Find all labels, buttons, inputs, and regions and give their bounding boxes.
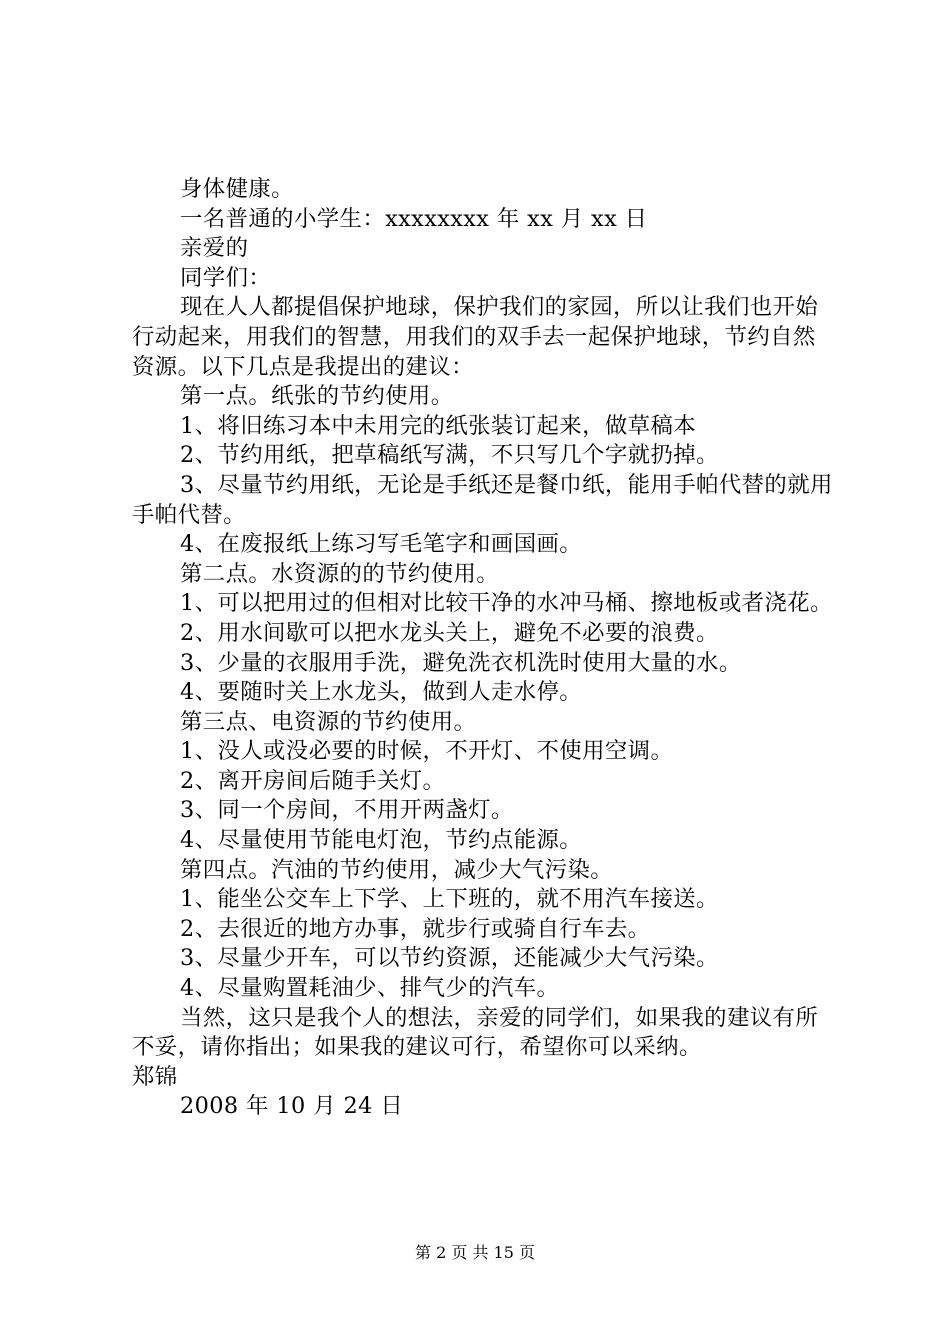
list-item: 3、尽量节约用纸，无论是手纸还是餐巾纸，能用手帕代替的就用手帕代替。 <box>132 471 833 528</box>
section-heading: 第四点。汽油的节约使用，减少大气污染。 <box>180 856 614 883</box>
list-item: 1、可以把用过的但相对比较干净的水冲马桶、擦地板或者浇花。 <box>180 590 833 617</box>
page-number-label: 第 2 页 共 15 页 <box>415 1243 535 1262</box>
section-heading: 第三点、电资源的节约使用。 <box>180 708 477 735</box>
list-item: 1、没人或没必要的时候，不开灯、不使用空调。 <box>180 738 674 765</box>
list-item: 4、要随时关上水龙头，做到人走水停。 <box>180 679 583 706</box>
list-item: 4、尽量购置耗油少、排气少的汽车。 <box>180 975 560 1002</box>
list-item: 2、离开房间后随手关灯。 <box>180 767 446 794</box>
list-item: 4、在废报纸上练习写毛笔字和画国画。 <box>180 531 583 558</box>
section-heading: 第二点。水资源的的节约使用。 <box>180 560 500 587</box>
paragraph: 亲爱的 <box>180 235 249 262</box>
paragraph: 同学们： <box>180 264 272 291</box>
section-heading: 第一点。纸张的节约使用。 <box>180 383 454 410</box>
list-item: 3、同一个房间，不用开两盏灯。 <box>180 797 514 824</box>
list-item: 2、去很近的地方办事，就步行或骑自行车去。 <box>180 915 651 942</box>
closing-paragraph: 当然，这只是我个人的想法，亲爱的同学们，如果我的建议有所不妥，请你指出；如果我的建议可行，希望你可以采纳。 <box>132 1004 819 1061</box>
list-item: 3、尽量少开车，可以节约资源，还能减少大气污染。 <box>180 945 719 972</box>
signature-name: 郑锦 <box>132 1063 178 1090</box>
list-item: 2、节约用纸，把草稿纸写满，不只写几个字就扔掉。 <box>180 442 719 469</box>
paragraph: 现在人人都提倡保护地球，保护我们的家园，所以让我们也开始行动起来，用我们的智慧，用我们的双手去一起保护地球，节约自然资源。以下几点是我提出的建议： <box>132 294 819 380</box>
paragraph: 身体健康。 <box>180 176 294 202</box>
page-footer <box>0 1243 950 1263</box>
list-item: 1、将旧练习本中未用完的纸张装订起来，做草稿本 <box>180 412 697 439</box>
paragraph: 一名普通的小学生：xxxxxxxx 年 xx 月 xx 日 <box>180 205 648 232</box>
list-item: 3、少量的衣服用手洗，避免洗衣机洗时使用大量的水。 <box>180 649 742 676</box>
document-body <box>132 175 837 1122</box>
list-item: 1、能坐公交车上下学、上下班的，就不用汽车接送。 <box>180 886 719 913</box>
list-item: 4、尽量使用节能电灯泡，节约点能源。 <box>180 827 583 854</box>
signature-date: 2008 年 10 月 24 日 <box>180 1093 404 1120</box>
list-item: 2、用水间歇可以把水龙头关上，避免不必要的浪费。 <box>180 619 719 646</box>
